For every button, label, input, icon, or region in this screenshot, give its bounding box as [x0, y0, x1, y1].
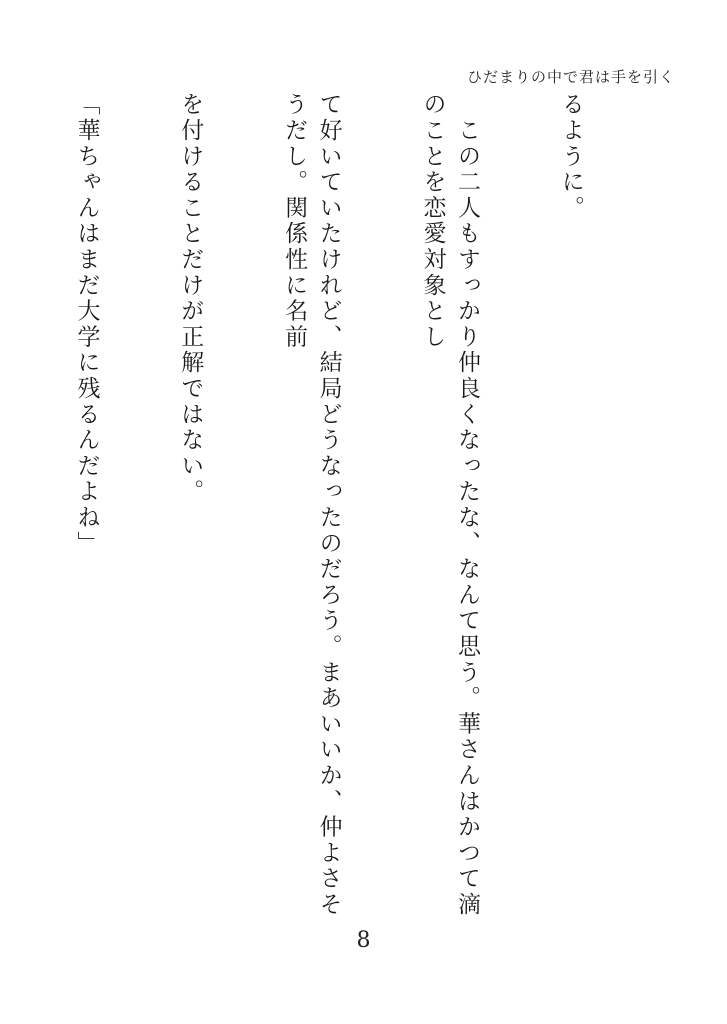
text-line: て好いていたけれど、結局どうなったのだろう。まあいいか、仲よさそうだし。関係性に名前: [281, 92, 342, 918]
text-line: 「華ちゃんはまだ大学に残るんだよね」: [73, 92, 100, 557]
text-line: を付けることだけが正解ではない。: [177, 92, 204, 505]
text-line: この二人もすっかり仲良くなったな、なんて思う。華さんはかつて滴のことを恋愛対象とし: [419, 92, 481, 918]
running-header: ひだまりの中で君は手を引く: [466, 68, 675, 86]
body-text: [57, 92, 657, 922]
text-line: るように。: [557, 92, 584, 221]
page-number: 8: [356, 928, 371, 953]
